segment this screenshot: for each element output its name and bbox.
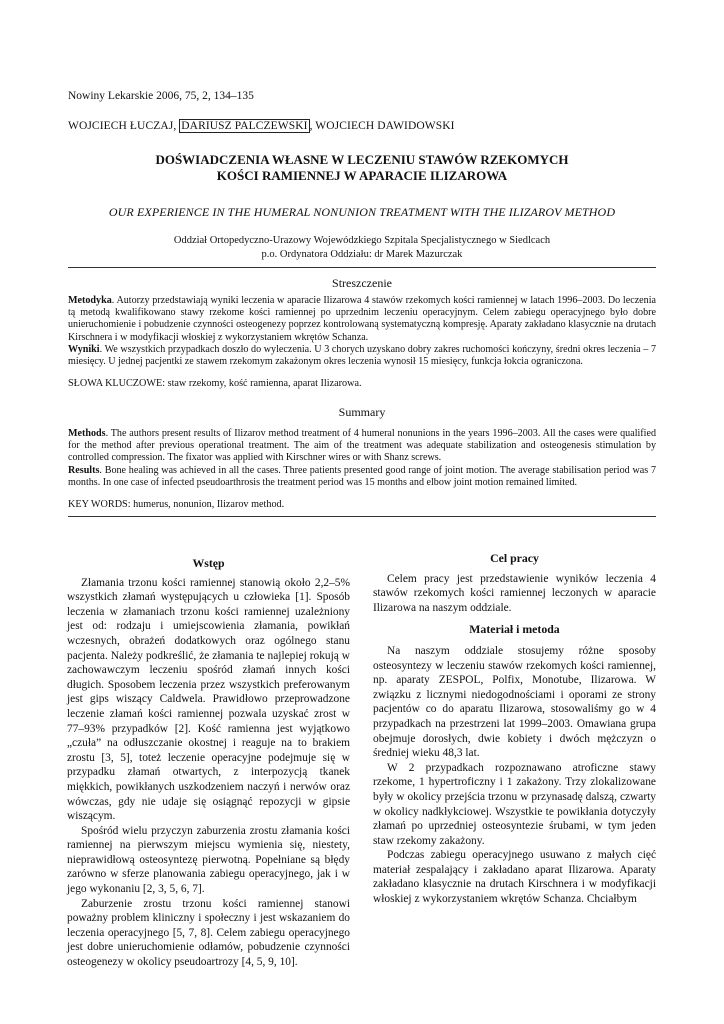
cel-paragraph: Celem pracy jest przedstawienie wyników leczenia 4 stawów rzekomych kości ramiennej leczonych w aparacie Ilizarowa na naszym oddziale.: [373, 572, 656, 614]
author-list: [68, 120, 455, 132]
affiliation-line-2: p.o. Ordynatora Oddziału: dr Marek Mazurczak: [261, 248, 463, 260]
title-polish: [60, 152, 664, 184]
methods-text: . The authors present results of Ilizarov method treatment of 4 humeral nonunions in the years 1996–2003. All the cases were qualified for the method after previous operational treatment. The aim of the treatment was adequate stabilization and osteogenesis stimulation by controlled compression. The fixator was applied with Kirschner wires or with Shanz screws.: [68, 428, 656, 464]
divider-top: [68, 267, 656, 268]
material-paragraph-3: Podczas zabiegu operacyjnego usuwano z małych cięć materiał zespalający i zakładano aparat Ilizarowa. Aparaty zakładano klasycznie na drutach Kirschnera i w modyfikacji włoskiej z wykorzystaniem wkrętów Schanza. Chciałbym: [373, 849, 656, 906]
metodyka-text: . Autorzy przedstawiają wyniki leczenia w aparacie Ilizarowa 4 stawów rzekomych kości ramiennej w latach 1996–2003. Do leczenia tą metodą kwalifikowano stawy rzekome kości ramiennej po uprzednim leczeniu operacyjnym. Celem zabiegu operacyjnego było dobre unieruchomienie i pobudzenie czynności osteogenezy poprzez kontrolowaną systematyczną kompresję. Aparaty zakładano klasycznie na drutach Kirschnera i w modyfikacji włoskiej z wykorzystaniem wkrętów Schanza.: [68, 295, 656, 343]
results-paragraph: [68, 465, 656, 489]
wstep-paragraph-2: Spośród wielu przyczyn zaburzenia zrostu złamania kości ramiennej na pierwszym miejscu wymienia się, niestety, nieprawidłową osteosyntezę pierwotną. Popełniane są błędy zarówno w sferze planowania zabiegu operacyjnego, jak i w jego wykonaniu [2, 3, 5, 6, 7].: [67, 824, 350, 896]
author-names-before: WOJCIECH ŁUCZAJ,: [68, 120, 180, 132]
wstep-paragraph-3: Zaburzenie zrostu trzonu kości ramiennej stanowi poważny problem kliniczny i społeczny i jest wskazaniem do leczenia operacyjnego [5, 7, 8]. Celem zabiegu operacyjnego jest dobre unieruchomienie odłamów, pobudzenie czynności osteogenezy w okolicy pseudoartrozy [4, 5, 9, 10].: [67, 897, 350, 969]
material-paragraph-1: Na naszym oddziale stosujemy różne sposoby osteosyntezy w leczeniu stawów rzekomych kości ramiennej, np. aparaty ZESPOL, Polfix, Monotube, Ilizarowa. W związku z licznymi niedogodnościami i oporami ze strony pacjentów co do aparatu Ilizarowa, stosowaliśmy go w 4 przypadkach na przestrzeni lat 1999–2003. Omawiana grupa obejmuje dorosłych, dwie kobiety i dwóch mężczyzn o średniej wieku 48,3 lat.: [373, 644, 656, 760]
title-english: OUR EXPERIENCE IN THE HUMERAL NONUNION TREATMENT WITH THE ILIZAROV METHOD: [108, 205, 616, 219]
heading-wstep: Wstęp: [192, 556, 225, 570]
methods-label: Methods: [68, 428, 106, 439]
metodyka-label: Metodyka: [68, 295, 112, 306]
wyniki-paragraph: [68, 344, 656, 368]
wyniki-text: . We wszystkich przypadkach doszło do wyleczenia. U 3 chorych uzyskano dobry zakres ruchomości kończyny, średni okres leczenia – 7 miesięcy. U jednej pacjentki ze stawem rzekomym zakażonym okres leczenia wynosił 15 miesięcy, funkcja łokcia ograniczona.: [68, 343, 656, 368]
results-text: . Bone healing was achieved in all the cases. Three patients presented good range of joint motion. The average stabilisation period was 7 months. In one case of infected pseudoarthrosis the treatment period was 15 months and elbow joint motion remained limited.: [68, 464, 656, 488]
wyniki-label: Wyniki: [68, 343, 100, 355]
column-right: [373, 545, 656, 907]
wstep-paragraph-1: Złamania trzonu kości ramiennej stanowią około 2,2–5% wszystkich złamań występujących u człowieka [1]. Sposób leczenia w złamaniach trzonu kości ramiennej uzależniony jest od: rodzaju i umiejscowienia złamania, powikłań wczesnych, obrażeń dodatkowych oraz ogólnego stanu pacjenta. Należy podkreślić, że złamania te najlepiej rokują w zachowawczym leczeniu spośród złamań innych kości długich. Sposobem leczenia przez wszystkich preferowanym jest gips wiszący Caldwela. Prawidłowo przeprowadzone leczenie złamań kości ramiennej pozwala uzyskać zrost w 77–93% przypadków [2]. Kość ramienna jest wyjątkowo „czuła” na odłuszczanie okostnej i reaguje na to brakiem zrostu [3, 5], toteż leczenie operacyjne podejmuje się w przypadku złamań otwartych, z interpozycją tkanek miękkich, powikłanych uszkodzeniem naczyń i nerwów oraz wówczas, gdy nie udaje się osiągnąć repozycji w gipsie wiszącym.: [67, 576, 350, 823]
methods-paragraph: [68, 428, 656, 465]
summary-body: [68, 428, 656, 489]
material-paragraph-2: W 2 przypadkach rozpoznawano atroficzne stawy rzekome, 1 hypertroficzny i 1 zakażony. Trzy zlokalizowane były w okolicy przejścia trzonu w przynasadę dalszą, czwarty w okolicy nadkłykciowej. Wszystkie te powikłania dotyczyły złamań po uprzedniej osteosyntezie śrubami, w tym jeden staw rzekomy zakażony.: [373, 761, 656, 847]
metodyka-paragraph: [68, 295, 656, 344]
author-names-after: , WOJCIECH DAWIDOWSKI: [309, 120, 455, 132]
slowa-kluczowe: SŁOWA KLUCZOWE: staw rzekomy, kość ramienna, aparat Ilizarowa.: [68, 378, 362, 389]
column-left: [67, 556, 350, 970]
affiliation: [60, 234, 664, 261]
highlighted-author: DARIUSZ PALCZEWSKI: [181, 120, 308, 132]
affiliation-line-1: Oddział Ortopedyczno-Urazowy Wojewódzkiego Szpitala Specjalistycznego w Siedlcach: [173, 235, 551, 246]
streszczenie-body: [68, 295, 656, 368]
journal-citation: Nowiny Lekarskie 2006, 75, 2, 134–135: [68, 90, 254, 102]
heading-material-i-metoda: Materiał i metoda: [469, 622, 560, 637]
title-polish-line-2: KOŚCI RAMIENNEJ W APARACIE ILIZAROWA: [216, 168, 508, 183]
key-words: KEY WORDS: humerus, nonunion, Ilizarov method.: [68, 499, 285, 510]
title-polish-line-1: DOŚWIADCZENIA WŁASNE W LECZENIU STAWÓW RZEKOMYCH: [155, 152, 569, 167]
streszczenie-heading: Streszczenie: [332, 276, 392, 290]
results-label: Results: [68, 464, 100, 476]
heading-cel-pracy: Cel pracy: [490, 551, 539, 565]
summary-heading: Summary: [338, 405, 386, 419]
divider-bottom: [68, 516, 656, 517]
